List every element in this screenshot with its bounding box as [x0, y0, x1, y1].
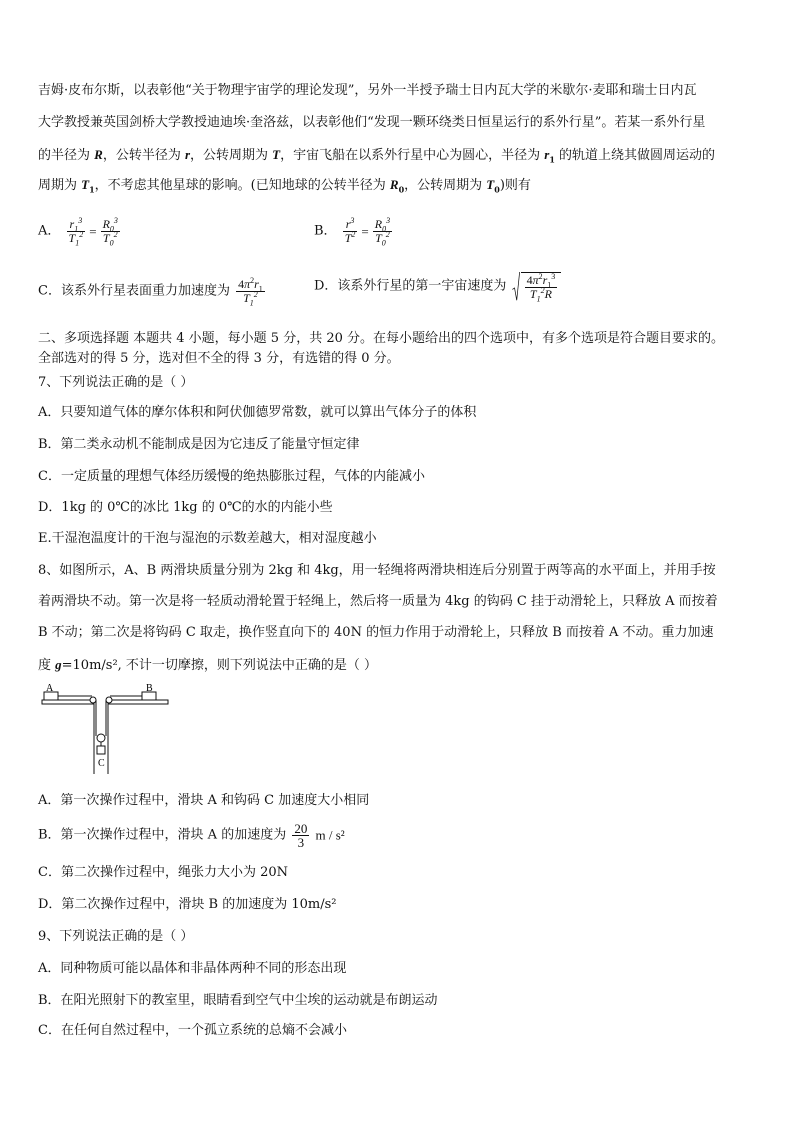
question-9-option-a: A．同种物质可能以晶体和非晶体两种不同的形态出现	[38, 961, 347, 976]
question-7-option-a: A．只要知道气体的摩尔体积和阿伏伽德罗常数，就可以算出气体分子的体积	[38, 405, 477, 420]
question-7-option-e: E.干湿泡温度计的干泡与湿泡的示数差越大，相对湿度越小	[38, 531, 377, 546]
question-7-stem: 7、下列说法正确的是（ ）	[38, 375, 194, 390]
hook-mass-c	[97, 746, 105, 754]
fraction: $\frac{20}{3}$	[294, 821, 308, 850]
pulley-diagram	[38, 684, 188, 774]
movable-pulley-icon	[97, 734, 105, 742]
option-6d: D．该系外行星的第一宇宙速度为 $\frac{4\pi^2r_1^3}{T_1^2R}$	[314, 272, 561, 301]
question-9-option-c: C．在任何自然过程中，一个孤立系统的总熵不会减小	[38, 1023, 347, 1038]
option-6c: C．该系外行星表面重力加速度为 $\frac{4\pi^2r_1}{T_1^2}$	[38, 276, 263, 308]
left-pulley-icon	[90, 697, 96, 703]
fraction: $\frac{4\pi^2r_1}{T_1^2}$	[238, 276, 263, 308]
intro-line-2: 大学教授兼英国剑桥大学教授迪迪埃·奎洛兹，以表彰他们“发现一颗环绕类日恒星运行的系外行星”。若某一系外行星	[38, 115, 706, 130]
question-8-option-b: B．第一次操作过程中，滑块 A 的加速度为 $\frac{20}{3}$ m / s²	[38, 821, 345, 850]
fraction: $\frac{R_0^3}{T_0^2}$	[102, 216, 118, 248]
square-root	[511, 272, 562, 304]
label-a: A	[46, 684, 54, 694]
question-8-option-c: C．第二次操作过程中，绳张力大小为 20N	[38, 865, 288, 880]
label-c: C	[98, 758, 105, 769]
radical-icon	[511, 272, 521, 301]
question-8-option-a: A．第一次操作过程中，滑块 A 和钩码 C 加速度大小相同	[38, 793, 370, 808]
fraction: $\frac{r^3}{T^2}$	[344, 216, 356, 245]
left-platform	[42, 700, 94, 704]
option-6b: B． $\frac{r^3}{T^2}$ = $\frac{R_0^3}{T_0^2}$	[314, 216, 391, 248]
fraction: $\frac{4\pi^2r_1^3}{T_1^2R}$	[526, 272, 556, 304]
question-8-line-2: 着两滑块不动。第一次是将一轻质动滑轮置于轻绳上，然后将一质量为 4kg 的钩码 C 挂于动滑轮上，只释放 A 而按着	[38, 594, 718, 609]
section-2-line-1: 二、多项选择题 本题共 4 小题，每小题 5 分，共 20 分。在每小题给出的四个选项中，有多个选项是符合题目要求的。	[38, 331, 725, 346]
fraction: $\frac{R_0^3}{T_0^2}$	[374, 216, 391, 248]
intro-line-1: 吉姆·皮布尔斯，以表彰他“关于物理宇宙学的理论发现”，另外一半授予瑞士日内瓦大学的米歇尔·麦耶和瑞士日内瓦	[38, 83, 697, 98]
option-6a: A． $\frac{r_1^3}{T_1^2}$ = $\frac{R_0^3}{T_0^2}$	[38, 216, 118, 248]
question-9-stem: 9、下列说法正确的是（ ）	[38, 929, 194, 944]
fraction: $\frac{r_1^3}{T_1^2}$	[68, 216, 84, 248]
question-8-line-3: B 不动；第二次是将钩码 C 取走，换作竖直向下的 40N 的恒力作用于动滑轮上，只释放 B 而按着 A 不动。重力加速	[38, 625, 714, 640]
intro-line-3: 的半径为 R，公转半径为 r，公转周期为 T，宇宙飞船在以系外行星中心为圆心，半径为 $r_1$ 的轨道上绕其做圆周运动的	[38, 147, 716, 165]
question-8-option-d: D．第二次操作过程中，滑块 B 的加速度为 10m/s²	[38, 897, 337, 912]
intro-line-4: 周期为 $T_1$，不考虑其他星球的影响。(已知地球的公转半径为 $R_0$，公转周期为 $T_0$)则有	[38, 177, 531, 195]
question-8-line-1: 8、如图所示，A、B 两滑块质量分别为 2kg 和 4kg，用一轻绳将两滑块相连后分别置于两等高的水平面上，并用手按	[38, 563, 716, 578]
section-2-line-2: 全部选对的得 5 分，选对但不全的得 3 分，有选错的得 0 分。	[38, 351, 400, 366]
right-platform	[108, 700, 168, 704]
label-b: B	[146, 684, 153, 694]
question-7-option-d: D．1kg 的 0℃的冰比 1kg 的 0℃的水的内能小些	[38, 500, 333, 515]
question-7-option-b: B．第二类永动机不能制成是因为它违反了能量守恒定律	[38, 437, 360, 452]
question-8-line-4: 度 g=10m/s², 不计一切摩擦，则下列说法中正确的是（ ）	[38, 657, 378, 673]
question-9-option-b: B．在阳光照射下的教室里，眼睛看到空气中尘埃的运动就是布朗运动	[38, 993, 438, 1008]
right-pulley-icon	[106, 697, 112, 703]
question-7-option-c: C．一定质量的理想气体经历缓慢的绝热膨胀过程，气体的内能减小	[38, 469, 425, 484]
